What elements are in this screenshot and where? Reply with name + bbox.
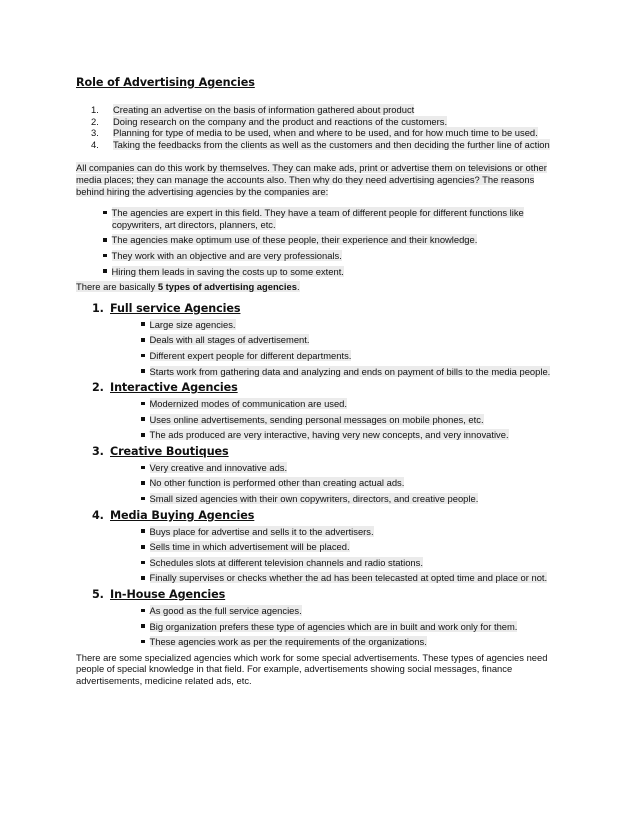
agency-in-house [76,588,556,648]
bullet-square-icon [141,624,145,628]
page-title: Role of Advertising Agencies [76,76,255,89]
agency-heading: 3. Creative Boutiques [92,444,229,458]
agency-points [76,526,556,584]
agency-points [76,462,556,505]
list-item: Deals with all stages of advertisement. [76,334,556,346]
bullet-square-icon [141,433,145,437]
list-item: The agencies make optimum use of these people, their experience and their knowledge. [76,234,556,246]
list-item: Schedules slots at different television channels and radio stations. [76,557,556,569]
bullet-square-icon [141,417,145,421]
bullet-square-icon [141,576,145,580]
agency-heading: 5. In-House Agencies [92,588,226,602]
list-item: The agencies are expert in this field. They have a team of different people for different functions like copywriters, art directors, planners, etc. [76,207,556,230]
agency-creative-boutiques [76,445,556,505]
list-item: 3. Planning for type of media to be used, when and where to be used, and for how much time to be used. [91,127,538,139]
bullet-square-icon [141,609,145,613]
bullet-square-icon [141,466,145,470]
bullet-square-icon [141,561,145,565]
agency-heading: 4. Media Buying Agencies [92,508,255,522]
bullet-square-icon [141,354,145,358]
list-item: Buys place for advertise and sells it to the advertisers. [76,526,556,538]
list-item: These agencies work as per the requirements of the organizations. [76,636,556,648]
bullet-square-icon [141,481,145,485]
bullet-square-icon [141,322,145,326]
agency-points [76,319,556,377]
bullet-square-icon [141,529,145,533]
bullet-square-icon [103,269,107,273]
list-item: Very creative and innovative ads. [76,462,556,474]
closing-paragraph: There are some specialized agencies which work for some special advertisements. These types of agencies need people of special knowledge in that field. For example, advertisements showing social messages, finance advertisements, medicine related ads, etc. [76,651,548,686]
agency-media-buying [76,509,556,584]
bullet-square-icon [141,338,145,342]
agency-points [76,398,556,441]
list-item: No other function is performed other than creating actual ads. [76,477,556,489]
bullet-square-icon [103,211,107,215]
agency-heading: 1. Full service Agencies [92,301,241,315]
list-item: They work with an objective and are very professionals. [76,250,556,262]
list-item: Hiring them leads in saving the costs up to some extent. [76,266,556,278]
types-intro: There are basically 5 types of advertising agencies. [76,281,300,293]
list-item: Modernized modes of communication are used. [76,398,556,410]
bullet-square-icon [141,640,145,644]
list-item: Big organization prefers these type of agencies which are in built and work only for them. [76,621,556,633]
list-item: Large size agencies. [76,319,556,331]
list-item: Different expert people for different departments. [76,350,556,362]
list-item: As good as the full service agencies. [76,605,556,617]
document-content [76,76,556,687]
agency-full-service [76,302,556,377]
agency-points [76,605,556,648]
agency-interactive [76,381,556,441]
bullet-square-icon [141,402,145,406]
bullet-square-icon [141,369,145,373]
list-item: The ads produced are very interactive, having very new concepts, and very innovative. [76,429,556,441]
list-item: Uses online advertisements, sending personal messages on mobile phones, etc. [76,414,556,426]
list-item: 4. Taking the feedbacks from the clients as well as the customers and then deciding the further line of action [91,138,550,150]
list-item: 1. Creating an advertise on the basis of information gathered about product [91,104,415,115]
list-item: 2. Doing research on the company and the product and reactions of the customers. [91,115,448,127]
list-item: Starts work from gathering data and analyzing and ends on payment of bills to the media people. [76,366,556,378]
roles-list [76,104,556,150]
bullet-square-icon [141,545,145,549]
bullet-square-icon [103,238,107,242]
list-item: Sells time in which advertisement will be placed. [76,541,556,553]
reasons-list [76,207,556,277]
bullet-square-icon [103,254,107,258]
list-item: Finally supervises or checks whether the ad has been telecasted at opted time and place or not. [76,572,556,584]
list-item: Small sized agencies with their own copywriters, directors, and creative people. [76,493,556,505]
intro-paragraph: All companies can do this work by themselves. They can make ads, print or advertise them on televisions or other media places; they can manage the accounts also. Then why do they need advertising agencies? The reasons behind hiring the advertising agencies by the companies are: [76,162,547,197]
bullet-square-icon [141,497,145,501]
agency-heading: 2. Interactive Agencies [92,381,238,395]
